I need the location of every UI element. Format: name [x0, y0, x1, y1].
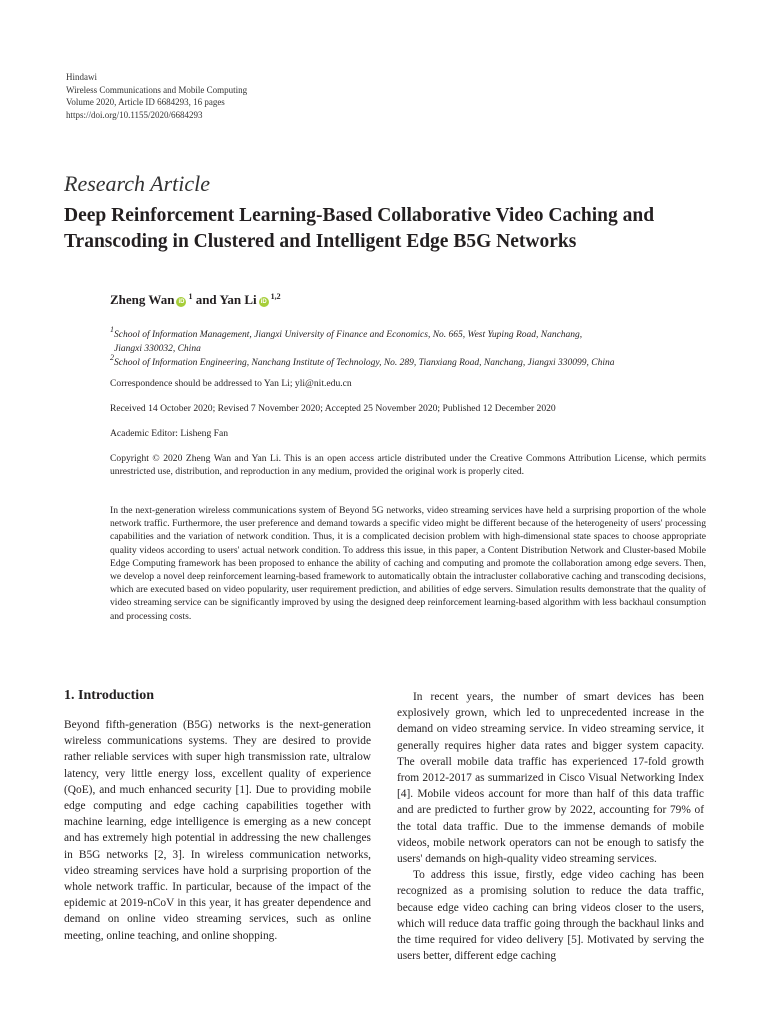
paper-title: Deep Reinforcement Learning-Based Collaborative Video Caching and Transcoding in Clustered and Intelligent Edge B5G Networks: [64, 205, 655, 252]
author-name: Yan Li: [219, 292, 257, 307]
affiliation-2: [110, 351, 710, 371]
author-name: Zheng Wan: [110, 292, 175, 307]
author-conjunction: and: [195, 292, 217, 307]
section-heading: 1. Introduction: [64, 688, 154, 703]
left-column: [64, 717, 371, 944]
affiliation-sup: 2: [110, 353, 114, 362]
volume-info: Volume 2020, Article ID 6684293, 16 pages: [66, 97, 225, 108]
publisher-name: Hindawi: [66, 72, 97, 82]
paragraph: To address this issue, firstly, edge video caching has been recognized as a promising solution to reduce the data traffic, because edge video caching can bring videos closer to the users, which will reduce data traffic going through the backhaul links and the time required for video delivery [5]. Motivated by serving the users better, different edge caching: [397, 869, 704, 963]
article-type: Research Article: [64, 171, 211, 196]
author-affiliation-sup: 1: [188, 292, 193, 301]
journal-name: Wireless Communications and Mobile Computing: [66, 84, 248, 95]
paragraph: Beyond fifth-generation (B5G) networks is the next-generation wireless communications systems. They are desired to provide rather reliable services with super high transmission rate, ultralow latency, very little energy loss, excellent quality of experience (QoE), and much enhanced security [1]. Due to providing mobile edge computing and edge caching capabilities together with machine learning, edge intelligence is emerging as a new concept and has extremely high potential in addressing the new challenges in B5G networks [2, 3]. In wireless communication networks, video streaming services have hold a surprising proportion of the whole network traffic. In particular, because of the impact of the epidemic at 2019-nCoV in this year, it has greater dependence and demand on online video streaming services, such as online meeting, online teaching, and online shopping.: [64, 719, 371, 942]
doi-link[interactable]: https://doi.org/10.1155/2020/6684293: [66, 109, 203, 120]
affiliation-text-cont: Jiangxi 330032, China: [114, 343, 201, 354]
paragraph: In recent years, the number of smart devices has been explosively grown, which led to unprecedented increase in the demand on video streaming service. In video streaming service, it generally requires higher data rates and bigger system capacity. The overall mobile data traffic has experienced 17-fold growth from 2012-2017 as summarized in Cisco Visual Networking Index [4]. Mobile videos account for more than half of this data traffic and are predicted to further grow by 2022, accounting for 79% of the total data traffic. Due to the immense demands of mobile videos, mobile network operators can not be enough to satisfy the users' demands on high-quality video streaming services.: [397, 691, 704, 866]
author-affiliation-sup: 1,2: [270, 292, 281, 301]
correspondence: Correspondence should be addressed to Yan Li; yli@nit.edu.cn: [110, 378, 352, 389]
author-list: [110, 292, 281, 308]
affiliation-sup: 1: [110, 325, 114, 334]
affiliation-text: School of Information Engineering, Nanchang Institute of Technology, No. 289, Tianxiang Road, Nanchang, Jiangxi 330099, China: [114, 358, 615, 368]
copyright-notice: Copyright © 2020 Zheng Wan and Yan Li. This is an open access article distributed under the Creative Commons Attribution License, which permits unrestricted use, distribution, and reproduction in any medium, provided the original work is properly cited.: [110, 453, 706, 478]
abstract: In the next-generation wireless communications system of Beyond 5G networks, video streaming services have held a surprising proportion of the whole network traffic. Furthermore, the user preference and demand towards a specific video might be different because of the heterogeneity of users' processing capabilities and the variation of network condition. Thus, it is a complicated decision problem with high-dimensional state spaces to choose appropriate quality videos according to users' actual network condition. To address this issue, in this paper, a Content Distribution Network and Cluster-based Mobile Edge Computing framework has been proposed to enhance the ability of caching and computing and promote the collaboration among edge severs. Then, we develop a novel deep reinforcement learning-based framework to automatically obtain the intracluster collaborative caching and transcoding decisions, which are executed based on video popularity, user requirement prediction, and abilities of edge servers. Simulation results demonstrate that the quality of video streaming service can be significantly improved by using the designed deep reinforcement learning-based algorithm with less backhaul consumption and processing costs.: [110, 505, 706, 622]
orcid-icon[interactable]: iD: [260, 299, 267, 305]
orcid-icon[interactable]: iD: [178, 299, 185, 305]
affiliation-text: School of Information Management, Jiangxi University of Finance and Economics, No. 665, West Yuping Road, Nanchang,: [114, 330, 583, 340]
right-column: [397, 689, 704, 964]
journal-header: [66, 71, 247, 121]
academic-editor: Academic Editor: Lisheng Fan: [110, 428, 229, 439]
publication-dates: Received 14 October 2020; Revised 7 November 2020; Accepted 25 November 2020; Published 12 December 2020: [110, 403, 556, 414]
